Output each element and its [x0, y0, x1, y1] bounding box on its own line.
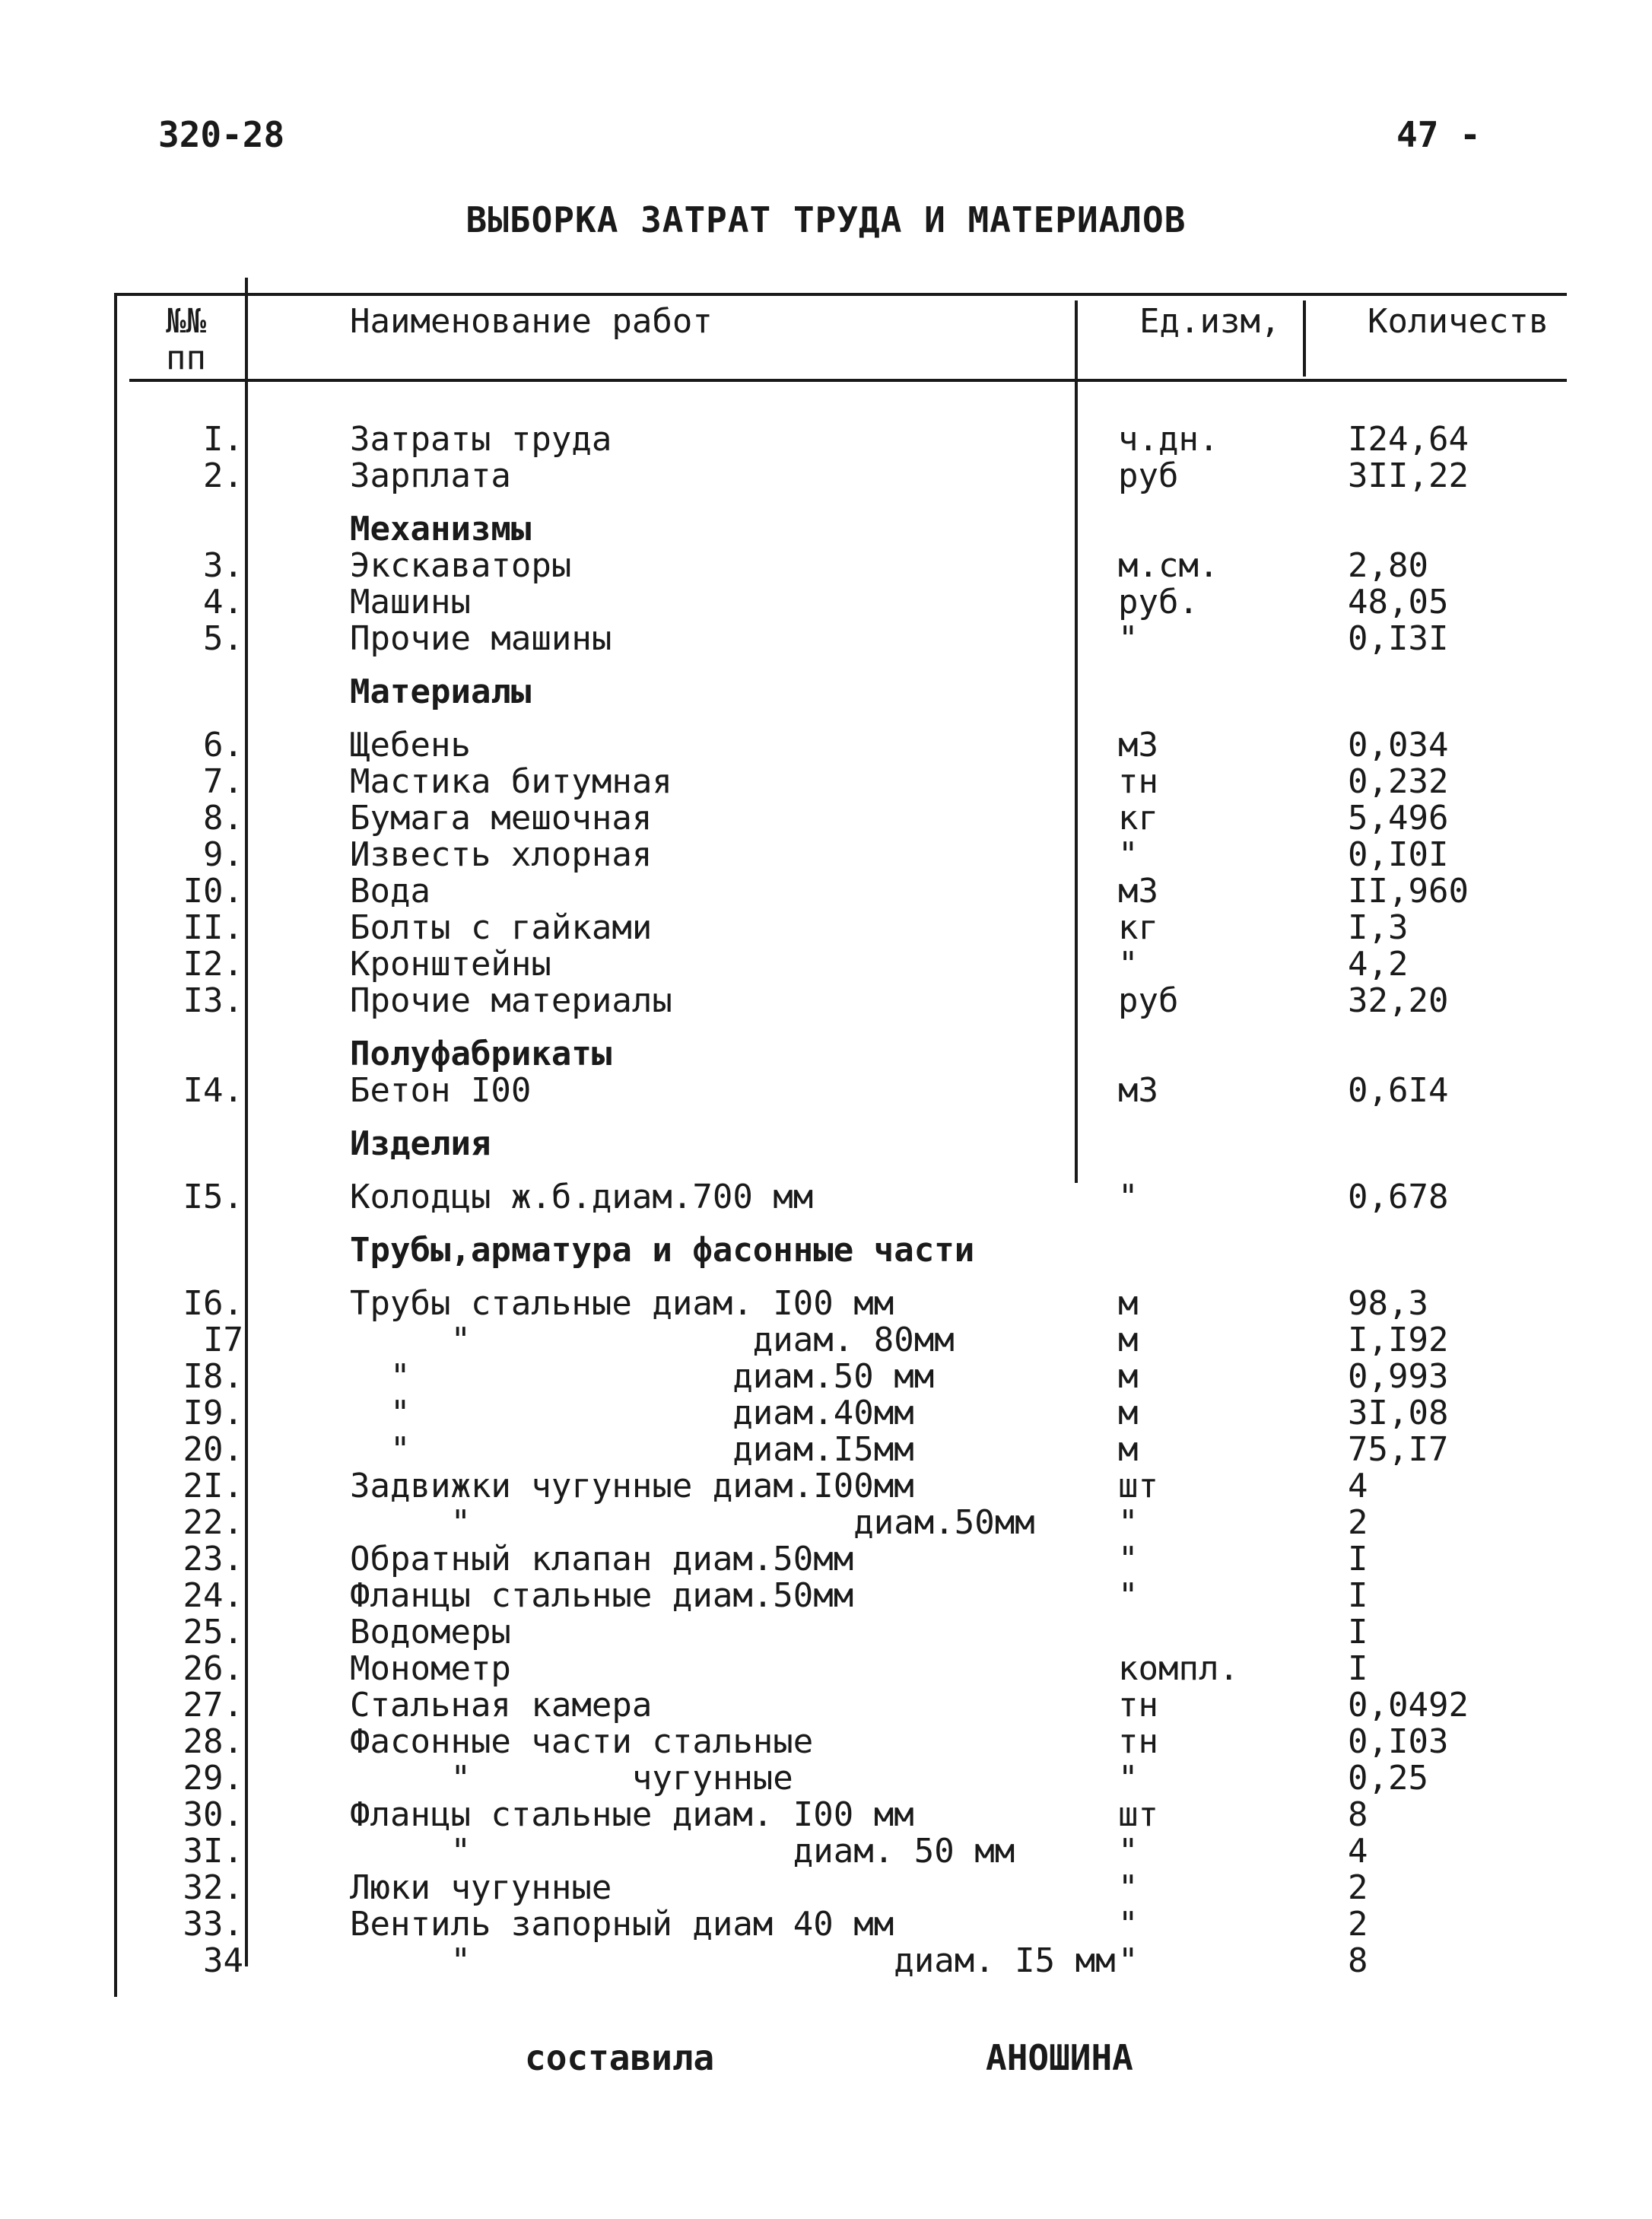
row-quantity: 2,80	[1348, 546, 1428, 585]
qty-column-divider	[1303, 300, 1306, 377]
row-unit: "	[1118, 1503, 1139, 1542]
document-code: 320-28	[158, 114, 285, 155]
row-unit: шт	[1118, 1795, 1158, 1834]
row-quantity: 0,678	[1348, 1178, 1449, 1216]
table-row	[114, 1834, 1567, 1869]
table-row	[114, 422, 1567, 457]
table-row	[114, 619, 1567, 658]
table-row	[114, 1323, 1567, 1358]
section-heading-row	[114, 1124, 1567, 1163]
row-name: " диам.I5мм	[350, 1430, 914, 1469]
table-row	[114, 1542, 1567, 1577]
row-quantity: 98,3	[1348, 1284, 1428, 1323]
row-name: Стальная камера	[350, 1686, 653, 1725]
row-number: I5.	[183, 1178, 243, 1216]
row-name: Люки чугунные	[350, 1868, 612, 1907]
row-unit: м.см.	[1118, 546, 1219, 585]
row-quantity: 4,2	[1348, 945, 1409, 984]
row-number: I2.	[183, 945, 243, 984]
row-number: 34	[203, 1941, 243, 1980]
row-quantity: 0,034	[1348, 726, 1449, 765]
section-heading-row	[114, 1233, 1567, 1268]
row-name: Монометр	[350, 1649, 511, 1688]
row-name: " диам.50 мм	[350, 1357, 935, 1396]
row-quantity: I	[1348, 1613, 1368, 1652]
table-row	[114, 728, 1567, 763]
row-name: Известь хлорная	[350, 835, 653, 874]
row-number: I0.	[183, 872, 243, 911]
table-row	[114, 1286, 1567, 1321]
row-quantity: 3II,22	[1348, 456, 1469, 495]
row-number: I7	[203, 1321, 243, 1359]
row-unit: м3	[1118, 726, 1158, 765]
table-top-border	[114, 293, 1567, 296]
row-name: Трубы стальные диам. I00 мм	[350, 1284, 894, 1323]
row-number: I9.	[183, 1394, 243, 1432]
row-name: Вентиль запорный диам 40 мм	[350, 1905, 894, 1944]
row-unit: "	[1118, 1868, 1139, 1907]
column-header-num	[166, 304, 234, 377]
row-unit: кг	[1118, 908, 1158, 947]
table-row	[114, 1688, 1567, 1723]
row-quantity: 8	[1348, 1795, 1368, 1834]
row-number: 2.	[203, 456, 243, 495]
row-name: Прочие машины	[350, 619, 612, 658]
row-name: Экскаваторы	[350, 546, 572, 585]
row-unit: м	[1118, 1321, 1139, 1359]
row-name: Колодцы ж.б.диам.700 мм	[350, 1178, 814, 1216]
row-name: " чугунные	[350, 1759, 793, 1798]
row-unit: тн	[1118, 1686, 1158, 1725]
row-quantity: 5,496	[1348, 799, 1449, 838]
row-quantity: 0,232	[1348, 762, 1449, 801]
row-unit: "	[1118, 619, 1139, 658]
row-unit: м	[1118, 1357, 1139, 1396]
row-quantity: 48,05	[1348, 583, 1449, 622]
row-number: 2I.	[183, 1467, 243, 1505]
row-unit: руб.	[1118, 583, 1199, 622]
row-quantity: 4	[1348, 1467, 1368, 1505]
row-unit: руб	[1118, 981, 1179, 1020]
row-number: 3.	[203, 546, 243, 585]
row-quantity: 0,25	[1348, 1759, 1428, 1798]
row-number: I.	[203, 420, 243, 459]
row-name: " диам.40мм	[350, 1394, 914, 1432]
row-number: I8.	[183, 1357, 243, 1396]
table-row	[114, 1907, 1567, 1942]
row-quantity: 8	[1348, 1941, 1368, 1980]
row-name: " диам. 80мм	[350, 1321, 955, 1359]
column-header-qty: Количеств	[1368, 302, 1549, 341]
column-header-num-line2: пп	[166, 339, 206, 377]
table-row	[114, 1941, 1567, 1980]
row-quantity: 0,I3I	[1348, 619, 1449, 658]
row-name: Машины	[350, 583, 471, 622]
row-unit: "	[1118, 1178, 1139, 1216]
row-quantity: I,I92	[1348, 1321, 1449, 1359]
compiler-name: АНОШИНА	[986, 2037, 1133, 2078]
row-unit: руб	[1118, 456, 1179, 495]
row-name: Кронштейны	[350, 945, 551, 984]
row-quantity: I	[1348, 1649, 1368, 1688]
row-name: Материалы	[350, 672, 532, 711]
column-header-name: Наименование работ	[350, 302, 713, 341]
row-name: Изделия	[350, 1124, 491, 1163]
row-unit: компл.	[1118, 1649, 1239, 1688]
row-quantity: I	[1348, 1576, 1368, 1615]
row-number: 30.	[183, 1795, 243, 1834]
row-name: " диам. 50 мм	[350, 1832, 1015, 1871]
table-row	[114, 1615, 1567, 1650]
table-row	[114, 874, 1567, 909]
row-unit: "	[1118, 945, 1139, 984]
table-row	[114, 947, 1567, 982]
row-number: 33.	[183, 1905, 243, 1944]
table-row	[114, 1396, 1567, 1431]
row-quantity: I	[1348, 1540, 1368, 1578]
row-unit: м	[1118, 1394, 1139, 1432]
row-name: Фасонные части стальные	[350, 1722, 814, 1761]
row-number: I4.	[183, 1071, 243, 1110]
row-unit: м3	[1118, 1071, 1158, 1110]
row-number: I6.	[183, 1284, 243, 1323]
row-number: 32.	[183, 1868, 243, 1907]
row-quantity: 32,20	[1348, 981, 1449, 1020]
row-number: 20.	[183, 1430, 243, 1469]
table-row	[114, 585, 1567, 620]
row-number: 26.	[183, 1649, 243, 1688]
row-unit: "	[1118, 1941, 1139, 1980]
page-number: 47 -	[1396, 114, 1481, 155]
row-name: " диам. I5 мм	[350, 1941, 1116, 1980]
row-unit: "	[1118, 1905, 1139, 1944]
table-row	[114, 1649, 1567, 1688]
row-name: Водомеры	[350, 1613, 511, 1652]
table-row	[114, 1180, 1567, 1215]
compiled-by-label: составила	[525, 2037, 715, 2078]
row-name: Фланцы стальные диам. I00 мм	[350, 1795, 914, 1834]
row-unit: м3	[1118, 872, 1158, 911]
table-row	[114, 1761, 1567, 1796]
row-name: Трубы,арматура и фасонные части	[350, 1231, 975, 1270]
table-row	[114, 835, 1567, 874]
table-row	[114, 981, 1567, 1020]
row-number: 7.	[203, 762, 243, 801]
row-quantity: I24,64	[1348, 420, 1469, 459]
row-quantity: 0,993	[1348, 1357, 1449, 1396]
table-row	[114, 1868, 1567, 1907]
row-number: II.	[183, 908, 243, 947]
row-number: 9.	[203, 835, 243, 874]
row-quantity: 75,I7	[1348, 1430, 1449, 1469]
row-name: Задвижки чугунные диам.I00мм	[350, 1467, 914, 1505]
row-number: 25.	[183, 1613, 243, 1652]
row-name: Щебень	[350, 726, 471, 765]
row-unit: ч.дн.	[1118, 420, 1219, 459]
row-number: 28.	[183, 1722, 243, 1761]
row-quantity: 0,6I4	[1348, 1071, 1449, 1110]
section-heading-row	[114, 1037, 1567, 1072]
table-row	[114, 548, 1567, 583]
row-number: 4.	[203, 583, 243, 622]
row-number: 6.	[203, 726, 243, 765]
row-unit: шт	[1118, 1467, 1158, 1505]
table-row	[114, 1795, 1567, 1834]
table-row	[114, 1578, 1567, 1613]
row-name: Затраты труда	[350, 420, 612, 459]
table-row	[114, 801, 1567, 836]
row-number: 3I.	[183, 1832, 243, 1871]
row-unit: "	[1118, 1540, 1139, 1578]
row-unit: м	[1118, 1284, 1139, 1323]
row-number: 5.	[203, 619, 243, 658]
row-name: Мастика битумная	[350, 762, 672, 801]
cost-table	[114, 293, 1567, 1997]
table-row	[114, 1505, 1567, 1540]
column-header-num-line1: №№	[166, 302, 206, 341]
row-number: 27.	[183, 1686, 243, 1725]
row-unit: кг	[1118, 799, 1158, 838]
row-name: Механизмы	[350, 510, 532, 548]
row-quantity: 2	[1348, 1868, 1368, 1907]
row-unit: "	[1118, 1832, 1139, 1871]
row-unit: "	[1118, 1576, 1139, 1615]
row-name: " диам.50мм	[350, 1503, 1035, 1542]
row-number: 22.	[183, 1503, 243, 1542]
row-number: 24.	[183, 1576, 243, 1615]
row-quantity: 2	[1348, 1905, 1368, 1944]
row-number: I3.	[183, 981, 243, 1020]
row-unit: "	[1118, 835, 1139, 874]
row-quantity: 0,I03	[1348, 1722, 1449, 1761]
row-quantity: 2	[1348, 1503, 1368, 1542]
page-title: ВЫБОРКА ЗАТРАТ ТРУДА И МАТЕРИАЛОВ	[465, 199, 1187, 240]
row-unit: тн	[1118, 1722, 1158, 1761]
table-row	[114, 1432, 1567, 1467]
table-row	[114, 1073, 1567, 1108]
table-row	[114, 908, 1567, 947]
row-quantity: 3I,08	[1348, 1394, 1449, 1432]
row-unit: тн	[1118, 762, 1158, 801]
row-number: 23.	[183, 1540, 243, 1578]
row-name: Бумага мешочная	[350, 799, 653, 838]
row-name: Бетон I00	[350, 1071, 532, 1110]
row-name: Фланцы стальные диам.50мм	[350, 1576, 854, 1615]
column-header-unit: Ед.изм,	[1139, 302, 1281, 341]
row-name: Полуфабрикаты	[350, 1035, 612, 1073]
table-row	[114, 1722, 1567, 1761]
row-number: 29.	[183, 1759, 243, 1798]
row-quantity: II,960	[1348, 872, 1469, 911]
section-heading-row	[114, 672, 1567, 711]
row-name: Зарплата	[350, 456, 511, 495]
row-name: Прочие материалы	[350, 981, 672, 1020]
row-quantity: 0,I0I	[1348, 835, 1449, 874]
row-quantity: I,3	[1348, 908, 1409, 947]
table-row	[114, 762, 1567, 801]
table-row	[114, 1359, 1567, 1394]
section-heading-row	[114, 512, 1567, 547]
header-bottom-border	[129, 379, 1567, 382]
table-row	[114, 1469, 1567, 1504]
row-quantity: 4	[1348, 1832, 1368, 1871]
row-unit: "	[1118, 1759, 1139, 1798]
row-name: Обратный клапан диам.50мм	[350, 1540, 854, 1578]
table-row	[114, 456, 1567, 495]
row-name: Болты с гайками	[350, 908, 653, 947]
row-quantity: 0,0492	[1348, 1686, 1469, 1725]
row-name: Вода	[350, 872, 430, 911]
row-number: 8.	[203, 799, 243, 838]
row-unit: м	[1118, 1430, 1139, 1469]
